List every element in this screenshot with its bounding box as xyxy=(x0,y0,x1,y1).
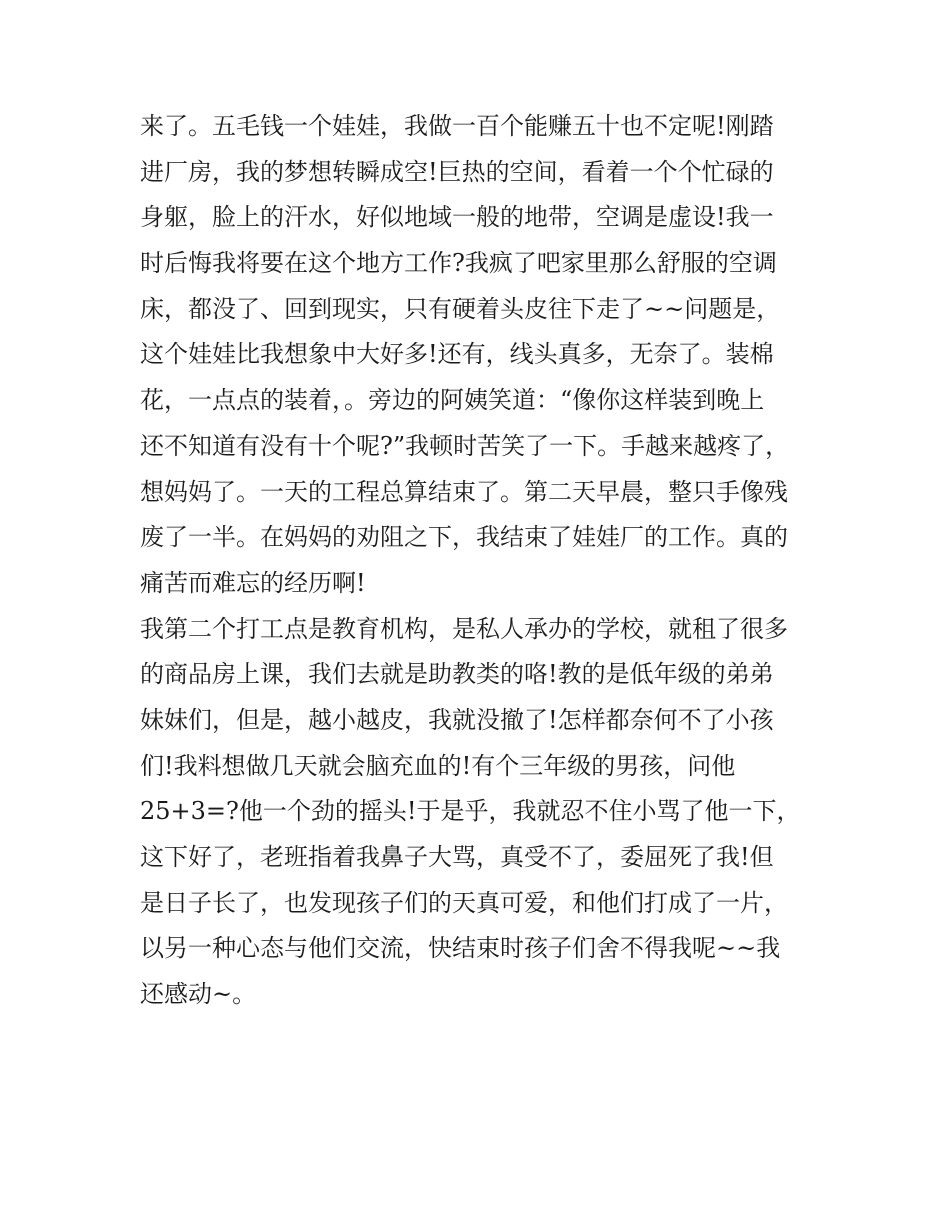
text-line: 来了。五毛钱一个娃娃，我做一百个能赚五十也不定呢!刚踏 xyxy=(140,112,774,140)
text-line: 25+3=?他一个劲的摇头!于是乎，我就忍不住小骂了他一下， xyxy=(140,797,801,826)
text-line: 床，都没了、回到现实，只有硬着头皮往下走了~~问题是， xyxy=(140,294,781,323)
text-line: 进厂房，我的梦想转瞬成空!巨热的空间，看着一个个忙碌的 xyxy=(140,157,774,186)
text-line: 花，一点点的装着，。旁边的阿姨笑道：“像你这样装到晚上 xyxy=(140,386,765,415)
text-line: 这下好了，老班指着我鼻子大骂，真受不了，委屈死了我!但 xyxy=(140,843,774,871)
text-line: 还不知道有没有十个呢?”我顿时苦笑了一下。手越来越疼了， xyxy=(140,431,790,460)
text-line: 的商品房上课，我们去就是助教类的咯!教的是低年级的弟弟 xyxy=(140,660,774,689)
text-line: 我第二个打工点是教育机构，是私人承办的学校，就租了很多 xyxy=(140,614,788,643)
body-text xyxy=(140,104,820,1018)
text-line: 是日子长了，也发现孩子们的天真可爱，和他们打成了一片， xyxy=(140,888,788,917)
text-line: 想妈妈了。一天的工程总算结束了。第二天早晨，整只手像残 xyxy=(140,477,788,506)
text-line: 妹妹们，但是，越小越皮，我就没撤了!怎样都奈何不了小孩 xyxy=(140,705,774,734)
text-line: 以另一种心态与他们交流，快结束时孩子们舍不得我呢~~我 xyxy=(140,934,781,963)
text-line: 时后悔我将要在这个地方工作?我疯了吧家里那么舒服的空调 xyxy=(140,249,777,278)
text-line: 废了一半。在妈妈的劝阻之下，我结束了娃娃厂的工作。真的 xyxy=(140,523,788,552)
text-line: 这个娃娃比我想象中大好多!还有，线头真多，无奈了。装棉 xyxy=(140,340,774,369)
text-line: 身躯，脸上的汗水，好似地域一般的地带，空调是虚设!我一 xyxy=(140,203,774,232)
text-line: 痛苦而难忘的经历啊! xyxy=(140,568,366,597)
text-line: 们!我料想做几天就会脑充血的!有个三年级的男孩，问他 xyxy=(140,751,736,780)
text-line: 还感动~。 xyxy=(140,980,257,1009)
